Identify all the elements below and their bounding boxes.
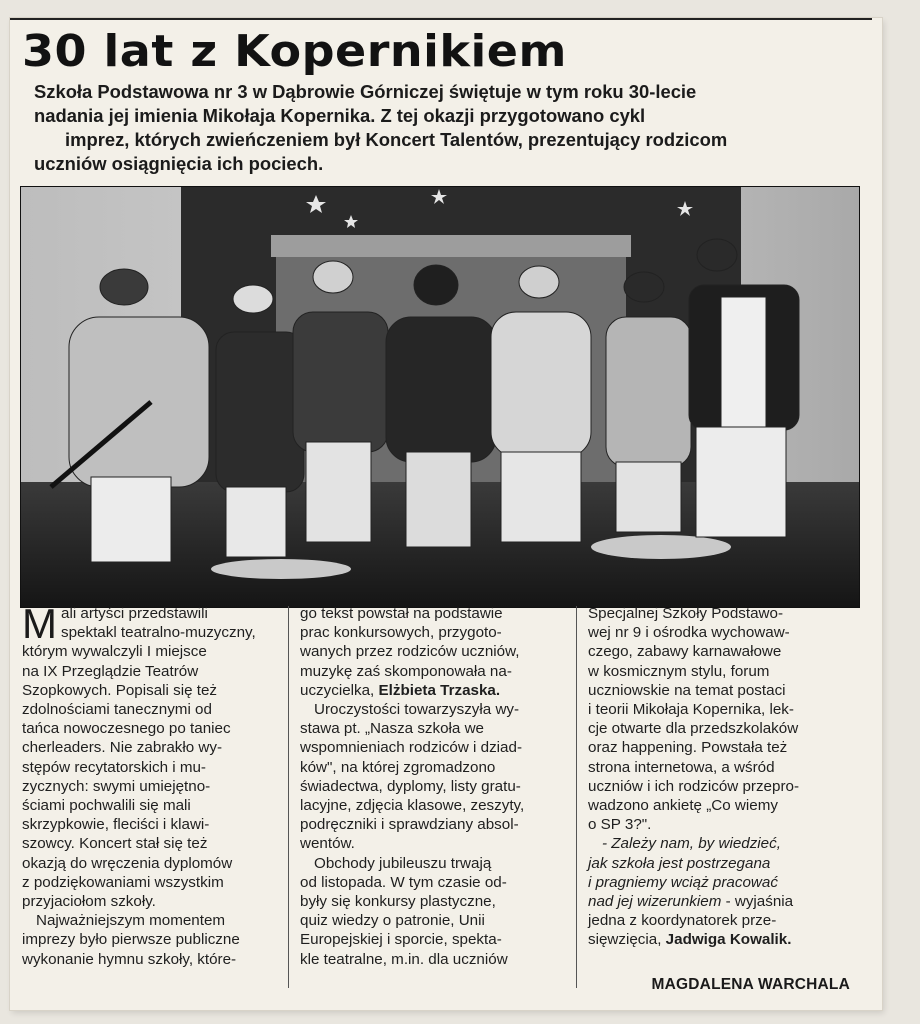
lead-paragraph — [34, 80, 834, 176]
attribution-fragment: - wyjaśnia — [721, 893, 794, 911]
stage-photo — [20, 186, 860, 608]
body-line: uczniów i ich rodziców przepro- — [588, 777, 800, 795]
body-line: stawa pt. „Nasza szkoła we — [300, 720, 485, 738]
body-line: cje otwarte dla przedszkolaków — [588, 720, 799, 738]
body-line: spektakl teatralno-muzyczny, — [61, 624, 256, 642]
coordinator-name: Jadwiga Kowalik. — [665, 931, 792, 949]
quote-fragment: nad jej wizerunkiem — [588, 893, 722, 911]
body-line: szowcy. Koncert stał się też — [22, 835, 208, 853]
body-line: go tekst powstał na podstawie — [300, 605, 503, 622]
body-line: oraz happening. Powstała też — [588, 739, 788, 757]
quote-line: i pragniemy wciąż pracować — [588, 873, 778, 891]
body-line: Specjalnej Szkoły Podstawo- — [588, 605, 784, 622]
column-divider — [576, 606, 577, 988]
body-line: skrzypkowie, fleciści i klawi- — [22, 816, 210, 834]
byline: MAGDALENA WARCHALA — [651, 976, 850, 993]
body-line: stępów recytatorskich i mu- — [22, 758, 206, 776]
quote-line — [588, 892, 854, 911]
body-line: quiz wiedzy o patronie, Unii — [300, 912, 485, 930]
body-line: przyjaciołom szkoły. — [22, 893, 156, 911]
body-text-fragment: uczycielka, — [300, 681, 375, 699]
body-line: jedna z koordynatorek prze- — [588, 912, 777, 930]
body-line: wanych przez rodziców uczniów, — [300, 643, 520, 661]
body-line: Najważniejszym momentem — [36, 912, 226, 930]
drop-cap: M — [22, 600, 57, 647]
body-line: wspomnieniach rodziców i dziad- — [300, 739, 523, 757]
lead-line: uczniów osiągnięcia ich pociech. — [34, 153, 324, 174]
body-line — [588, 930, 854, 949]
teacher-name: Elżbieta Trzaska. — [378, 681, 501, 699]
body-line: podręczniki i sprawdziany absol- — [300, 816, 519, 834]
body-line: i teorii Mikołaja Kopernika, lek- — [588, 701, 794, 719]
body-line: z podziękowaniami wszystkim — [22, 873, 224, 891]
body-line: cherleaders. Nie zabrakło wy- — [22, 739, 223, 757]
top-rule — [10, 18, 872, 20]
column-1 — [22, 600, 276, 969]
body-line: świadectwa, dyplomy, listy gratu- — [300, 777, 521, 795]
body-line: tańca nowoczesnego po taniec — [22, 720, 231, 738]
body-line: o SP 3?". — [588, 816, 652, 834]
body-line: ali artyści przedstawili — [61, 605, 208, 622]
body-line: muzykę zaś skomponowała na- — [300, 662, 512, 680]
body-line: Uroczystości towarzyszyła wy- — [314, 701, 520, 719]
body-line: wykonanie hymnu szkoły, które- — [22, 950, 237, 968]
body-line: uczniowskie na temat postaci — [588, 681, 786, 699]
stage-photo-image — [21, 187, 859, 607]
headline: 30 lat z Kopernikiem — [22, 25, 567, 77]
body-line: wentów. — [300, 835, 355, 853]
body-line: Europejskiej i sporcie, spekta- — [300, 931, 502, 949]
body-line: Szopkowych. Popisali się też — [22, 681, 217, 699]
column-2 — [300, 604, 564, 969]
body-line: kle teatralne, m.in. dla uczniów — [300, 950, 508, 968]
quote-line: - Zależy nam, by wiedzieć, — [602, 835, 781, 853]
body-line — [300, 681, 564, 700]
body-line: Obchody jubileuszu trwają — [314, 854, 492, 872]
body-line: ściami pochwalili się mali — [22, 797, 191, 815]
body-line: strona internetowa, a wśród — [588, 758, 775, 776]
body-line: prac konkursowych, przygoto- — [300, 624, 502, 642]
body-line: na IX Przeglądzie Teatrów — [22, 662, 199, 680]
body-line: w kosmicznym stylu, forum — [588, 662, 770, 680]
body-line: którym wywalczyli I miejsce — [22, 643, 207, 661]
body-line: wadzono ankietę „Co wiemy — [588, 797, 778, 815]
body-line: imprezy było pierwsze publiczne — [22, 931, 240, 949]
body-line: były się konkursy plastyczne, — [300, 893, 496, 911]
body-line: czego, zabawy karnawałowe — [588, 643, 782, 661]
lead-line: imprez, których zwieńczeniem był Koncert Talentów, prezentujący rodzicom — [65, 129, 728, 150]
body-text-fragment: sięwzięcia, — [588, 931, 662, 949]
body-line: zdolnościami tanecznymi od — [22, 701, 212, 719]
lead-line: nadania jej imienia Mikołaja Kopernika. Z tej okazji przygotowano cykl — [34, 105, 646, 126]
body-line: od listopada. W tym czasie od- — [300, 873, 507, 891]
quote-line: jak szkoła jest postrzegana — [588, 854, 771, 872]
body-line: ków", na której zgromadzono — [300, 758, 496, 776]
column-divider — [288, 606, 289, 988]
body-line: lacyjne, zdjęcia klasowe, zeszyty, — [300, 797, 525, 815]
body-line: wej nr 9 i ośrodka wychowaw- — [588, 624, 790, 642]
lead-line: Szkoła Podstawowa nr 3 w Dąbrowie Górniczej świętuje w tym roku 30-lecie — [34, 81, 697, 102]
column-3 — [588, 604, 854, 950]
body-line: zycznych: swymi umiejętno- — [22, 777, 211, 795]
body-line: okazją do wręczenia dyplomów — [22, 854, 233, 872]
